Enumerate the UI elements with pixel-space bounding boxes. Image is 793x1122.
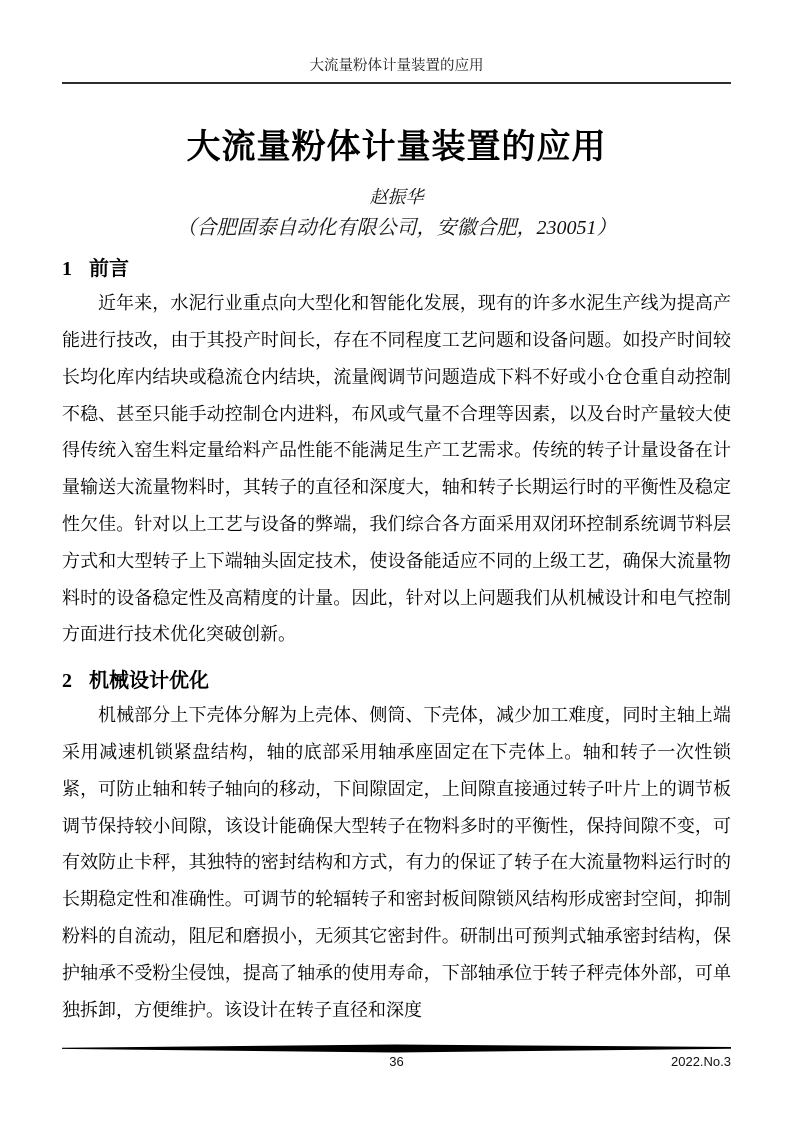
page-footer (62, 1044, 731, 1072)
section-number: 1 (62, 258, 72, 281)
article-title: 大流量粉体计量装置的应用 (186, 128, 607, 167)
section-heading-mechanical-design (62, 668, 731, 694)
running-header: 大流量粉体计量装置的应用 (62, 58, 731, 84)
section-title: 机械设计优化 (89, 670, 209, 693)
footer-text-row (62, 1054, 731, 1072)
page-number: 36 (389, 1054, 404, 1069)
paragraph-mechanical-design: 机械部分上下壳体分解为上壳体、侧筒、下壳体，减少加工难度，同时主轴上端采用减速机锁紧盘结构，轴的底部采用轴承座固定在下壳体上。轴和转子一次性锁紧，可防止轴和转子轴向的移动，下间隙固定，上间隙直接通过转子叶片上的调节板调节保持较小间隙，该设计能确保大型转子在物料多时的平衡性，保持间隙不变，可有效防止卡秤，其独特的密封结构和方式，有力的保证了转子在大流量物料运行时的长期稳定性和准确性。可调节的轮辐转子和密封板间隙锁风结构形成密封空间，抑制粉料的自流动，阻尼和磨损小，无须其它密封件。研制出可预判式轴承密封结构，保护轴承不受粉尘侵蚀，提高了轴承的使用寿命，下部轴承位于转子秤壳体外部，可单独拆卸，方便维护。该设计在转子直径和深度 (62, 705, 731, 1020)
author-affiliation: （合肥固泰自动化有限公司，安徽合肥，230051） (176, 217, 617, 240)
issue-number: 2022.No.3 (671, 1054, 731, 1069)
footer-tapered-rule (62, 1044, 731, 1053)
section-number: 2 (62, 670, 72, 693)
section-title: 前言 (89, 258, 129, 281)
paragraph-foreword: 近年来，水泥行业重点向大型化和智能化发展，现有的许多水泥生产线为提高产能进行技改，由于其投产时间长，存在不同程度工艺问题和设备问题。如投产时间较长均化库内结块或稳流仓内结块，流量阀调节问题造成下料不好或小仓仓重自动控制不稳、甚至只能手动控制仓内进料，布风或气量不合理等因素，以及台时产量较大使得传统入窑生料定量给料产品性能不能满足生产工艺需求。传统的转子计量设备在计量输送大流量物料时，其转子的直径和深度大，轴和转子长期运行时的平衡性及稳定性欠佳。针对以上工艺与设备的弊端，我们综合各方面采用双闭环控制系统调节料层方式和大型转子上下端轴头固定技术，使设备能适应不同的上级工艺，确保大流量物料时的设备稳定性及高精度的计量。因此，针对以上问题我们从机械设计和电气控制方面进行技术优化突破创新。 (62, 293, 731, 645)
author-name: 赵振华 (369, 186, 424, 207)
section-heading-foreword (62, 256, 731, 282)
